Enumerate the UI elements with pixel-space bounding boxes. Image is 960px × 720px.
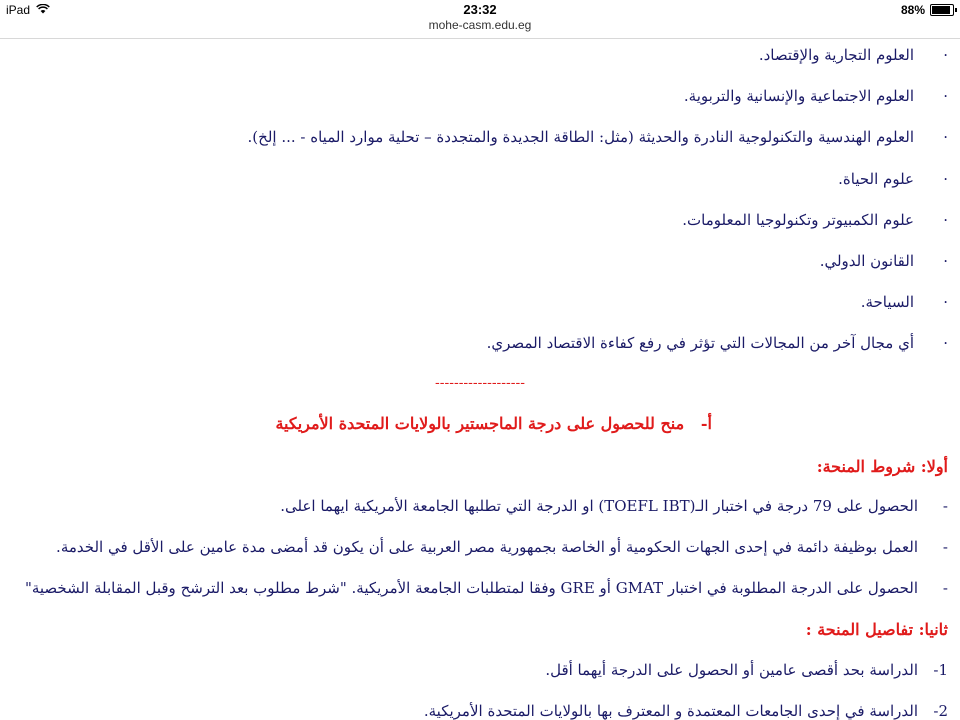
page-content <box>0 38 960 720</box>
list-item: ·العلوم الاجتماعية والإنسانية والتربوية. <box>683 87 948 105</box>
details-heading: ثانيا: تفاصيل المنحة : <box>805 620 948 639</box>
list-item: ·السياحة. <box>860 293 948 311</box>
clock: 23:32 <box>463 2 497 17</box>
separator: ------------------- <box>435 375 525 391</box>
address-bar[interactable] <box>0 18 960 39</box>
conditions-heading: أولا: شروط المنحة: <box>816 457 948 476</box>
list-item: ·أي مجال آخر من المجالات التي تؤثر في رفع كفاءة الاقتصاد المصري. <box>486 334 948 352</box>
battery-percent: 88% <box>900 3 925 17</box>
list-item: ·علوم الكمبيوتر وتكنولوجيا المعلومات. <box>682 211 948 229</box>
section-title-text: منح للحصول على درجة الماجستير بالولايات المتحدة الأمريكية <box>275 414 685 433</box>
status-bar <box>0 0 960 20</box>
url-text: mohe-casm.edu.eg <box>428 18 532 32</box>
list-item: ·علوم الحياة. <box>838 170 948 188</box>
battery-icon <box>930 4 954 16</box>
status-right <box>901 3 954 17</box>
section-marker: أ- <box>700 414 712 433</box>
section-title <box>275 414 712 433</box>
list-item: ·العلوم الهندسية والتكنولوجية النادرة والحديثة (مثل: الطاقة الجديدة والمتجددة – تحلية موارد المياه - ... إلخ). <box>247 128 948 146</box>
list-item: -العمل بوظيفة دائمة في إحدى الجهات الحكومية أو الخاصة بجمهورية مصر العربية على أن يكون قد أمضى مدة عامين على الأقل في الخدمة. <box>56 538 948 556</box>
list-item: 1-الدراسة بحد أقصى عامين أو الحصول على الدرجة أيهما أقل. <box>545 661 948 679</box>
list-item: -الحصول على الدرجة المطلوبة في اختبار GMAT أو GRE وفقا لمتطلبات الجامعة الأمريكية. "شرط مطلوب بعد الترشح وقبل المقابلة الشخصية" <box>24 579 948 597</box>
list-item: 2-الدراسة في إحدى الجامعات المعتمدة و المعترف بها بالولايات المتحدة الأمريكية. <box>423 702 948 720</box>
list-item: ·العلوم التجارية والإقتصاد. <box>758 46 948 64</box>
list-item: ·القانون الدولي. <box>819 252 948 270</box>
device-label: iPad <box>6 3 31 17</box>
list-item: -الحصول على 79 درجة في اختبار الـ(TOEFL IBT) او الدرجة التي تطلبها الجامعة الأمريكية ايهما اعلى. <box>280 497 948 515</box>
